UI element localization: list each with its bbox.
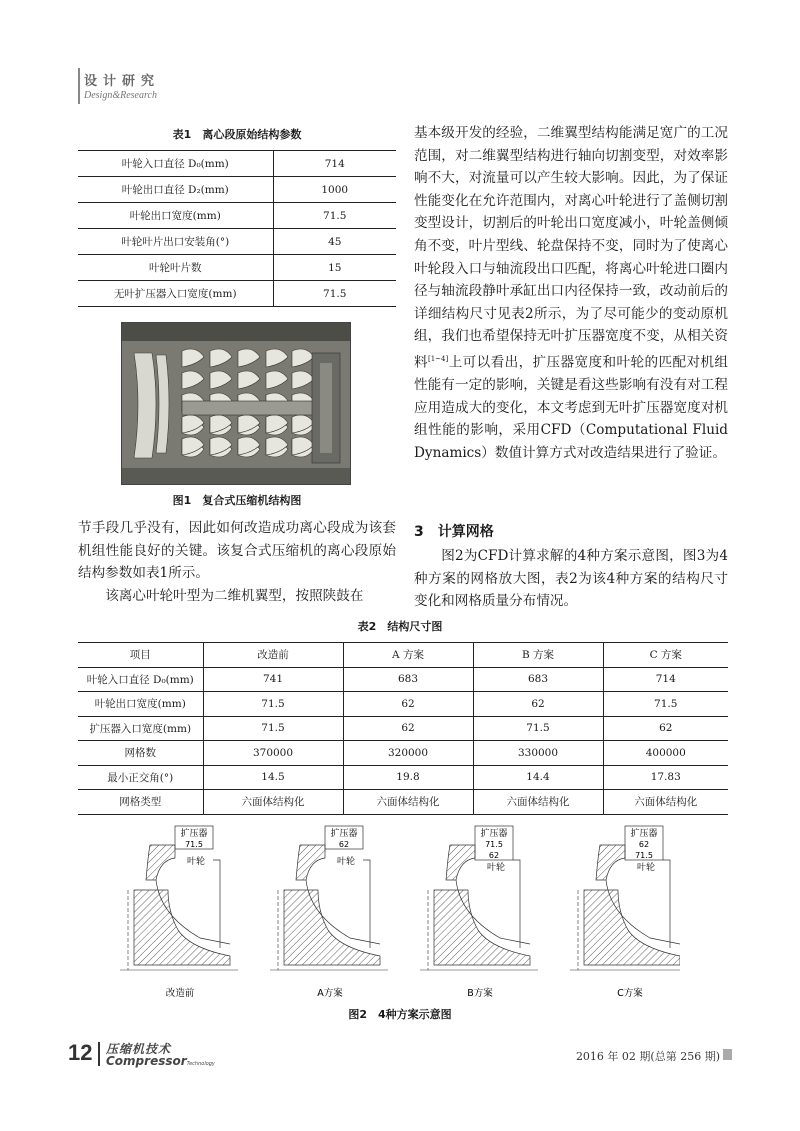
reference-mark: [1~4] xyxy=(428,354,449,363)
table-cell: 71.5 xyxy=(603,692,728,717)
section-3-heading: 3 计算网格 xyxy=(414,524,494,540)
table-header-cell: 项目 xyxy=(78,643,203,668)
table-row xyxy=(78,203,396,229)
table-header-cell: 改造前 xyxy=(203,643,343,668)
shroud-section xyxy=(146,845,175,880)
dimension-value: 62 xyxy=(338,840,350,849)
table-cell: 六面体结构化 xyxy=(343,790,473,815)
hub-section xyxy=(284,890,380,965)
scheme-label: C方案 xyxy=(617,988,643,999)
diffuser-label: 扩压器 xyxy=(630,829,658,839)
table2 xyxy=(78,642,728,815)
scheme-label: A方案 xyxy=(317,988,343,999)
figure2-caption: 图2 4种方案示意图 xyxy=(348,1008,452,1021)
scheme-diagram xyxy=(270,826,388,999)
table-cell-label: 叶轮出口直径 D₂(mm) xyxy=(78,177,273,203)
shroud-section xyxy=(596,845,625,880)
journal-logo-cn: 压缩机技术 xyxy=(106,1042,172,1056)
table-cell: 71.5 xyxy=(203,692,343,717)
figure1-caption: 图1 复合式压缩机结构图 xyxy=(172,494,302,507)
section-3-text xyxy=(414,545,728,613)
table-cell: 六面体结构化 xyxy=(473,790,603,815)
right-column-text xyxy=(414,122,728,464)
running-header xyxy=(84,70,160,101)
table1-caption: 表1 离心段原始结构参数 xyxy=(172,128,302,141)
scheme-diagram xyxy=(570,826,680,999)
header-en: Design&Research xyxy=(84,90,157,101)
table-cell-label: 叶轮叶片出口安装角(°) xyxy=(78,229,273,255)
table-cell-value: 1000 xyxy=(273,177,396,203)
table-header-cell: A 方案 xyxy=(343,643,473,668)
table-cell-label: 无叶扩压器入口宽度(mm) xyxy=(78,281,273,307)
table-row xyxy=(78,177,396,203)
table-row xyxy=(78,716,728,741)
right-paragraph-1b: 上可以看出，扩压器宽度和叶轮的匹配对机组性能有一定的影响，关键是看这些影响有没有对工程应用造成大的变化，本文考虑到无叶扩压器宽度对机组性能的影响，采用CFD（Computational Fluid Dynamics）数值计算方式对改造结果进行了验证。 xyxy=(414,354,729,461)
table-row xyxy=(78,151,396,177)
issue-marker xyxy=(723,1049,732,1060)
table-row xyxy=(78,667,728,692)
table-cell: 14.4 xyxy=(473,765,603,790)
diffuser-label: 扩压器 xyxy=(330,829,358,839)
table-row xyxy=(78,692,728,717)
table-cell: 网格类型 xyxy=(78,790,203,815)
scheme-diagram xyxy=(420,826,538,999)
diffuser-wall xyxy=(363,860,370,948)
impeller-label: 叶轮 xyxy=(486,863,506,873)
table-row xyxy=(78,281,396,307)
table-cell-value: 714 xyxy=(273,151,396,177)
table-cell: 叶轮出口宽度(mm) xyxy=(78,692,203,717)
table-cell: 62 xyxy=(603,716,728,741)
header-cn: 设计研究 xyxy=(84,74,161,89)
dimension-value: 62 xyxy=(638,840,650,849)
table-cell: 62 xyxy=(343,716,473,741)
journal-logo-en-text: Compressor xyxy=(106,1054,187,1068)
journal-logo-en-small: Technology xyxy=(186,1061,215,1067)
table-cell: 683 xyxy=(343,667,473,692)
page-number: 12 xyxy=(68,1040,93,1065)
issue-info: 2016 年 02 期(总第 256 期) xyxy=(575,1050,720,1063)
diffuser-label: 扩压器 xyxy=(180,829,208,839)
diffuser-wall xyxy=(213,860,220,948)
table-cell: 71.5 xyxy=(203,716,343,741)
table-cell: 扩压器入口宽度(mm) xyxy=(78,716,203,741)
dimension-value: 71.5 xyxy=(635,851,653,860)
diffuser-wall xyxy=(663,860,670,948)
left-paragraph-2: 该离心叶轮叶型为二维机翼型，按照陕鼓在 xyxy=(105,587,364,604)
table-cell-label: 叶轮出口宽度(mm) xyxy=(78,203,273,229)
table-header-row xyxy=(78,643,728,668)
table-row xyxy=(78,255,396,281)
table2-caption: 表2 结构尺寸图 xyxy=(357,620,443,633)
table-row xyxy=(78,741,728,766)
header-rule xyxy=(78,68,80,104)
table-cell-value: 45 xyxy=(273,229,396,255)
table-cell-value: 15 xyxy=(273,255,396,281)
compressor-photo xyxy=(121,322,351,485)
journal-logo-en xyxy=(106,1054,215,1068)
right-paragraph-1 xyxy=(414,122,728,464)
scheme-label: 改造前 xyxy=(165,988,195,999)
table-cell: 17.83 xyxy=(603,765,728,790)
table-cell: 741 xyxy=(203,667,343,692)
table-cell: 网格数 xyxy=(78,741,203,766)
scheme-label: B方案 xyxy=(467,988,493,999)
figure2-diagrams xyxy=(120,820,680,1005)
table-cell: 683 xyxy=(473,667,603,692)
table-cell: 62 xyxy=(343,692,473,717)
table-row xyxy=(78,765,728,790)
table-cell-label: 叶轮入口直径 D₀(mm) xyxy=(78,151,273,177)
dimension-value: 62 xyxy=(488,851,500,860)
compressor-photo-drawing xyxy=(122,323,351,485)
right-paragraph-1a: 基本级开发的经验，二维翼型结构能满足宽广的工况范围，对二维翼型结构进行轴向切割变型，对效率影响不大，对流量可以产生较大影响。因此，为了保证性能变化在允许范围内，对离心叶轮进行了盖侧切割变型设计，切割后的叶轮出口宽度减小，叶轮盖侧倾角不变，叶片型线、轮盘保持不变，同时为了使离心叶轮段入口与轴流段出口匹配，将离心叶轮进口圈内径与轴流段静叶承缸出口内径保持一致，改动前后的详细结构尺寸见表2所示，为了尽可能少的变动原机组，我们也希望保持无叶扩压器宽度不变，从相关资料 xyxy=(414,125,728,371)
page-number-bar xyxy=(98,1042,100,1066)
table-row xyxy=(78,229,396,255)
left-paragraph-1: 节手段几乎没有，因此如何改造成功离心段成为该套机组性能良好的关键。该复合式压缩机的离心段原始结构参数如表1所示。 xyxy=(78,520,396,582)
table-row xyxy=(78,790,728,815)
shroud-section xyxy=(446,845,475,880)
table-cell: 714 xyxy=(603,667,728,692)
page-footer xyxy=(68,1040,732,1070)
section-3-paragraph: 图2为CFD计算求解的4种方案示意图，图3为4种方案的网格放大图，表2为该4种方案的结构尺寸变化和网格质量分布情况。 xyxy=(414,548,728,610)
table-cell-value: 71.5 xyxy=(273,203,396,229)
table-header-cell: B 方案 xyxy=(473,643,603,668)
hub-section xyxy=(584,890,680,965)
scheme-diagram xyxy=(120,826,238,999)
hub-section xyxy=(434,890,530,965)
table-cell: 62 xyxy=(473,692,603,717)
shroud-section xyxy=(296,845,325,880)
table-cell: 六面体结构化 xyxy=(603,790,728,815)
impeller-label: 叶轮 xyxy=(336,857,356,867)
table-cell: 19.8 xyxy=(343,765,473,790)
table-header-cell: C 方案 xyxy=(603,643,728,668)
left-column-text xyxy=(78,517,396,607)
table-cell: 320000 xyxy=(343,741,473,766)
table-cell-value: 71.5 xyxy=(273,281,396,307)
table-cell: 14.5 xyxy=(203,765,343,790)
table-cell: 六面体结构化 xyxy=(203,790,343,815)
hub-section xyxy=(134,890,230,965)
table-cell: 330000 xyxy=(473,741,603,766)
table-cell: 370000 xyxy=(203,741,343,766)
table-cell-label: 叶轮叶片数 xyxy=(78,255,273,281)
impeller-label: 叶轮 xyxy=(636,863,656,873)
table-cell: 叶轮入口直径 D₀(mm) xyxy=(78,667,203,692)
table-cell: 最小正交角(°) xyxy=(78,765,203,790)
diffuser-label: 扩压器 xyxy=(480,829,508,839)
dimension-value: 71.5 xyxy=(185,840,203,849)
table-cell: 71.5 xyxy=(473,716,603,741)
dimension-value: 71.5 xyxy=(485,840,503,849)
table1 xyxy=(78,150,396,307)
diffuser-wall xyxy=(513,860,520,948)
impeller-label: 叶轮 xyxy=(186,857,206,867)
table-cell: 400000 xyxy=(603,741,728,766)
